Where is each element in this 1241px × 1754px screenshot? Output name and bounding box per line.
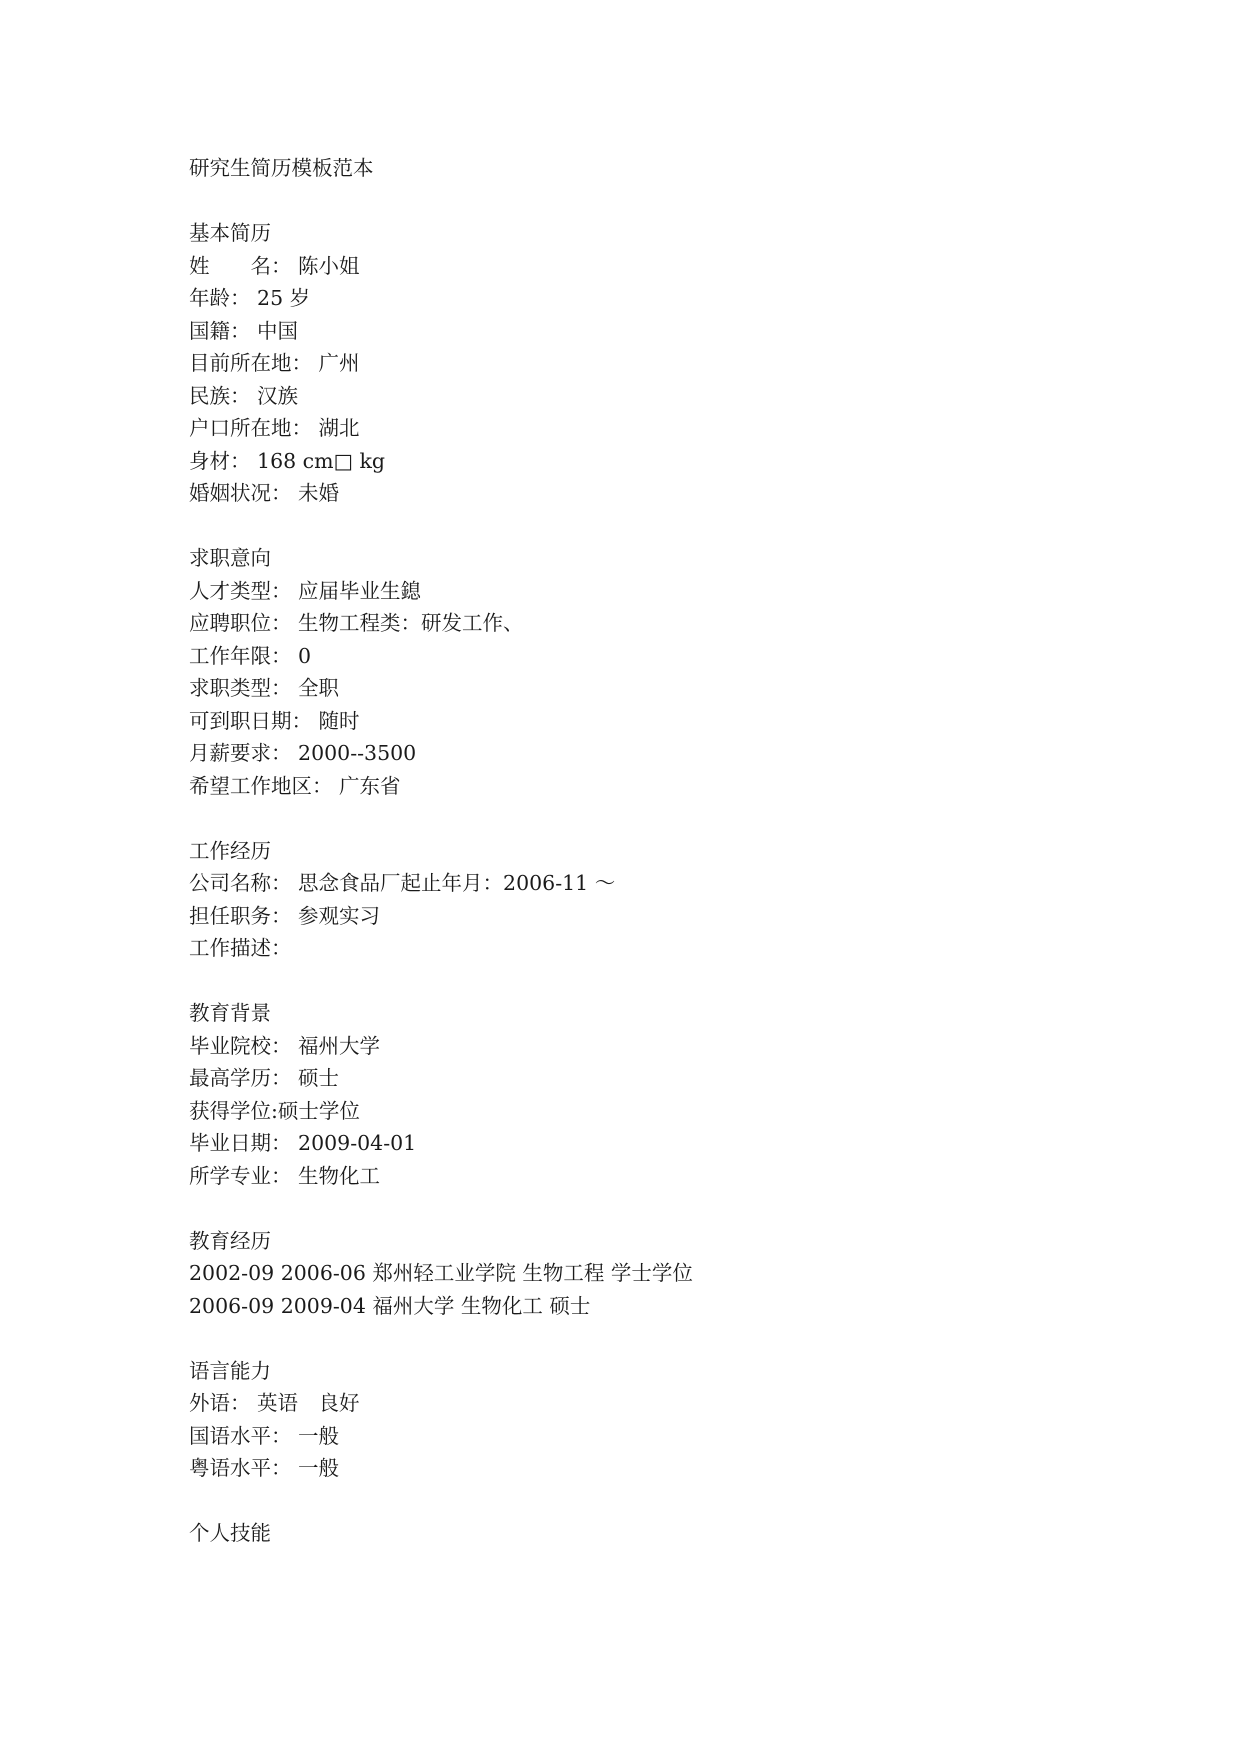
field-value: 168 cm□ kg [257,448,386,473]
resume-document [189,152,1089,1550]
field-hukou [189,412,1089,445]
field-label: 担任职务： [189,903,292,928]
field-nationality [189,315,1089,348]
field-value: 生物化工 [298,1163,381,1188]
field-label: 外语： [189,1391,251,1415]
field-value: 0 [298,643,312,668]
field-value: 一般 [298,1423,340,1448]
field-value: 思念食品厂起止年月：2006-11 ～ [298,871,616,895]
field-label: 目前所在地： [189,351,312,375]
field-label: 身材： [189,448,251,473]
field-label: 月薪要求： [189,741,292,765]
spacer [189,185,1089,218]
field-label: 所学专业： [189,1163,292,1188]
document-title: 研究生简历模板范本 [189,156,374,180]
field-role [189,900,1089,933]
field-label: 毕业院校： [189,1033,292,1058]
field-label: 获得学位: [189,1098,278,1123]
field-age [189,282,1089,315]
field-value: 广东省 [339,773,401,798]
spacer [189,510,1089,543]
section-heading-skills: 个人技能 [189,1521,271,1545]
field-start-date [189,705,1089,738]
field-company [189,867,1089,900]
section-heading-intent: 求职意向 [189,546,271,570]
spacer [189,802,1089,835]
field-value: 随时 [318,708,360,733]
field-work-description [189,932,1089,965]
field-label: 民族： [189,383,251,408]
field-value: 福州大学 [298,1033,381,1058]
field-foreign-language [189,1387,1089,1420]
field-label: 工作年限： [189,643,292,668]
field-position [189,607,1089,640]
field-marital-status [189,477,1089,510]
field-job-type [189,672,1089,705]
field-value: 英语 良好 [257,1391,360,1415]
field-mandarin-level [189,1420,1089,1453]
field-value: 应届毕业生鎴 [298,578,422,603]
field-value: 生物工程类：研发工作、 [298,611,524,635]
spacer [189,965,1089,998]
field-label: 人才类型： [189,578,292,603]
spacer [189,1322,1089,1355]
section-heading-education: 教育背景 [189,1001,271,1025]
field-height-weight [189,445,1089,478]
field-value: 2000--3500 [298,741,417,765]
field-label: 姓 名： [189,253,292,278]
field-label: 应聘职位： [189,611,292,635]
field-label: 最高学历： [189,1066,292,1090]
field-label: 公司名称： [189,871,292,895]
field-work-years [189,640,1089,673]
field-graduation-date [189,1127,1089,1160]
field-label: 毕业日期： [189,1131,292,1155]
field-value: 全职 [298,676,340,700]
field-value: 硕士学位 [277,1098,360,1123]
section-heading-basic: 基本简历 [189,221,271,245]
field-value: 湖北 [318,416,360,440]
education-history-entry: 2006-09 2009-04 福州大学 生物化工 硕士 [189,1293,591,1318]
field-value: 硕士 [298,1066,340,1090]
section-heading-work: 工作经历 [189,838,271,863]
field-value: 广州 [318,351,360,375]
field-label: 希望工作地区： [189,773,333,798]
field-label: 年龄： [189,286,251,310]
spacer [189,1192,1089,1225]
field-major [189,1160,1089,1193]
field-label: 工作描述： [189,936,292,960]
field-label: 粤语水平： [189,1456,292,1480]
section-heading-language: 语言能力 [189,1358,271,1383]
field-label: 国语水平： [189,1423,292,1448]
field-talent-type [189,575,1089,608]
field-degree [189,1095,1089,1128]
field-value: 25 岁 [257,286,311,310]
field-label: 户口所在地： [189,416,312,440]
field-salary [189,737,1089,770]
field-label: 求职类型： [189,676,292,700]
field-work-region [189,770,1089,803]
field-value: 未婚 [298,481,340,505]
field-label: 婚姻状况： [189,481,292,505]
field-value: 一般 [298,1456,340,1480]
field-cantonese-level [189,1452,1089,1485]
field-label: 国籍： [189,318,251,343]
spacer [189,1485,1089,1518]
field-value: 中国 [257,318,299,343]
field-value: 汉族 [257,383,299,408]
education-history-entry: 2002-09 2006-06 郑州轻工业学院 生物工程 学士学位 [189,1261,693,1285]
field-value: 参观实习 [298,903,381,928]
field-ethnicity [189,380,1089,413]
field-highest-degree [189,1062,1089,1095]
field-label: 可到职日期： [189,708,312,733]
section-heading-education-history: 教育经历 [189,1228,271,1253]
field-school [189,1030,1089,1063]
field-current-location [189,347,1089,380]
field-value: 陈小姐 [298,253,360,278]
field-name [189,250,1089,283]
field-value: 2009-04-01 [298,1131,417,1155]
